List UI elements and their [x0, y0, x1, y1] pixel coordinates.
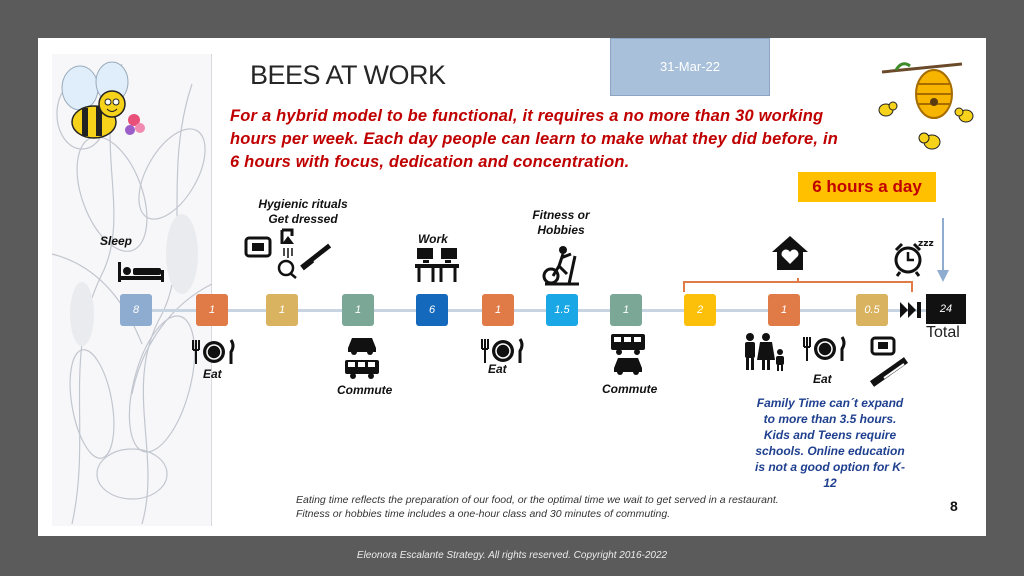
total-label: Total	[926, 324, 960, 341]
timeline-box: 8	[120, 294, 152, 326]
timeline-box: 1.5	[546, 294, 578, 326]
timeline-box: 1	[768, 294, 800, 326]
timeline-box: 1	[610, 294, 642, 326]
elliptical-trainer-icon	[541, 246, 581, 291]
plate-icon	[802, 335, 848, 368]
home-heart-icon	[770, 234, 810, 277]
car-bus-icon	[344, 332, 380, 385]
fitness-label	[526, 208, 596, 238]
family-time-note: Family Time can´t expand to more than 3.5 hours. Kids and Teens require schools. Online education is not a good option for K-12	[755, 396, 905, 490]
slide-title: BEES AT WORK	[250, 60, 446, 90]
headline-text: For a hybrid model to be functional, it requires a no more than 30 working hours per week. Each day people can learn to make what they did before, in 6 hours with focus, dedication and concentration.	[230, 107, 839, 171]
sleep-label: Sleep	[100, 234, 133, 248]
hygiene-icon	[244, 224, 336, 283]
timeline-box: 6	[416, 294, 448, 326]
work-label: Work	[418, 232, 448, 246]
timeline-box: 1	[342, 294, 374, 326]
timeline-box: 1	[266, 294, 298, 326]
family-icon	[742, 332, 788, 377]
eat-label-1: Eat	[203, 367, 222, 381]
svg-text:zzz: zzz	[918, 239, 934, 249]
down-arrow-icon	[936, 218, 950, 289]
slide	[38, 38, 986, 536]
hours-badge: 6 hours a day	[798, 172, 936, 202]
beehive-icon	[876, 58, 976, 163]
timeline-box: 1	[482, 294, 514, 326]
dressed-line: Get dressed	[268, 212, 338, 226]
copyright-text: Eleonora Escalante Strategy. All rights reserved. Copyright 2016-2022	[356, 550, 668, 561]
timeline-box: 1	[196, 294, 228, 326]
total-box: 24	[926, 294, 966, 324]
footnotes	[296, 493, 779, 521]
eat-label-2: Eat	[488, 362, 507, 376]
commute-label-2: Commute	[602, 382, 658, 396]
fast-forward-icon	[900, 302, 924, 323]
date-box: 31-Mar-22	[610, 38, 770, 96]
fitness-line: Fitness or	[532, 208, 590, 222]
hygiene-small-icon	[868, 330, 912, 393]
footnote-eating: Eating time reflects the preparation of our food, or the optimal time we wait to get served in a restaurant.	[296, 494, 779, 506]
bus-car-icon	[610, 332, 646, 383]
hobbies-line: Hobbies	[537, 223, 585, 237]
timeline-box: 2	[684, 294, 716, 326]
page-number: 8	[950, 498, 958, 514]
bed-icon	[118, 260, 164, 289]
eat-label-3: Eat	[813, 372, 832, 386]
timeline-line	[120, 309, 928, 312]
hygienic-label	[248, 197, 358, 227]
bee-mascot-icon	[54, 58, 146, 149]
desk-work-icon	[415, 248, 459, 289]
footnote-fitness: Fitness or hobbies time includes a one-hour class and 30 minutes of commuting.	[296, 508, 671, 520]
timeline-box: 0.5	[856, 294, 888, 326]
hygienic-line: Hygienic rituals	[258, 197, 348, 211]
commute-label-1: Commute	[337, 383, 393, 397]
alarm-clock-icon	[894, 236, 934, 281]
